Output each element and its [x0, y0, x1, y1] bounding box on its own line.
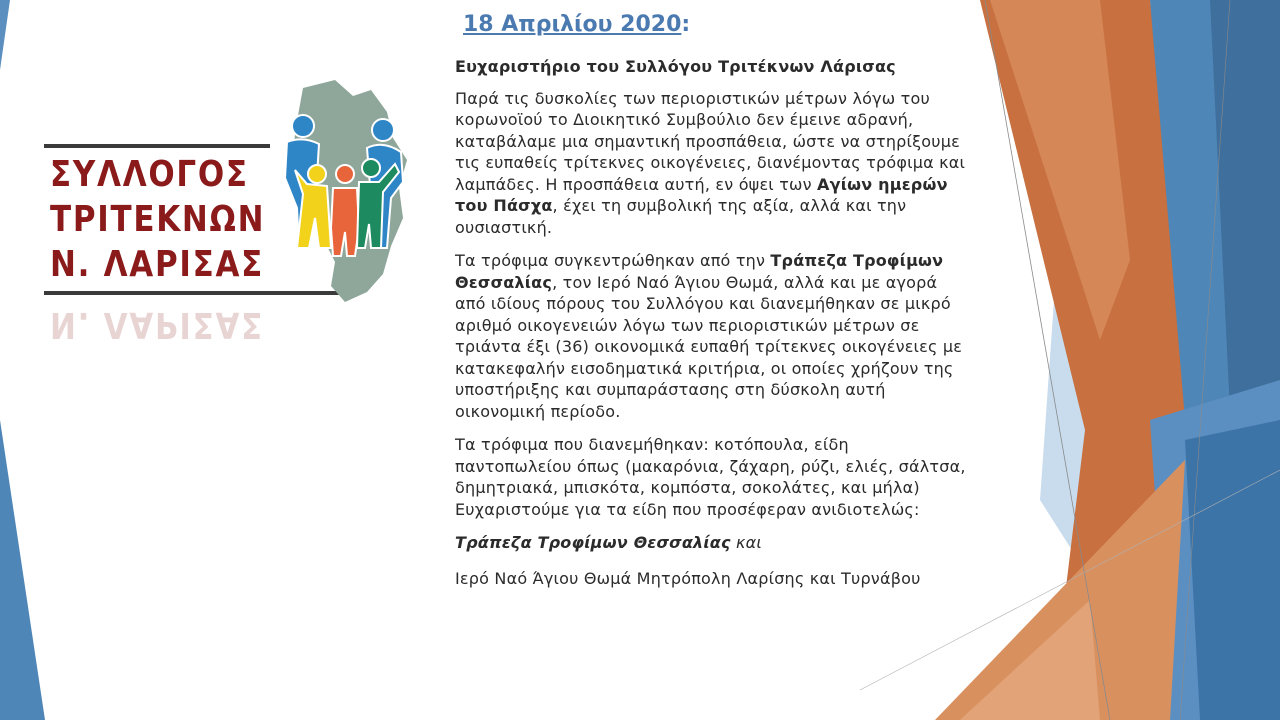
title-date: 18 Απριλίου 2020 [463, 12, 682, 37]
child-orange-head [336, 165, 354, 183]
logo-text-line-1: ΣΥΛΛΟΓΟΣ [50, 154, 249, 195]
sponsor-1-suffix: και [730, 533, 762, 552]
paragraph-2-text-c: , τον Ιερό Ναό Άγιου Θωμά, αλλά και με αγορά από ιδίους πόρους του Συλλόγου και διανεμήθηκαν σε μικρό αριθμό οικογενειών λόγω των περιοριστικών μέτρων σε τριάντα έξι (36) οικονομικά ευπαθή τρίτεκνες οικογένειες με κατακεφαλήν εισοδηματικά κριτήρια, οι οποίες χρήζουν της υποστήριξης και συμπαράστασης στη δύσκολη αυτή οικονομική περίοδο. [455, 272, 963, 421]
parent-left-head [292, 115, 314, 137]
paragraph-3: Τα τρόφιμα που διανεμήθηκαν: κοτόπουλα, είδη παντοπωλείου όπως (μακαρόνια, ζάχαρη, ρύζι, ελιές, σάλτσα, δημητριακά, μπισκότα, κομπόστα, σοκολάτες, και μήλα) Ευχαριστούμε για τα είδη που προσέφεραν ανιδιοτελώς: [455, 435, 966, 519]
paragraph-1-emphasis: Αγίων ημερών του Πάσχα [455, 174, 948, 215]
child-yellow-head [308, 165, 326, 183]
paragraph-1-text-a: Παρά τις δυσκολίες των περιοριστικών μέτρων λόγω του κορωνοϊού το Διοικητικό Συμβούλιο δεν έμεινε αδρανή, καταβάλαμε μια σημαντική προσπάθεια, ώστε να στηρίξουμε τις ευπαθείς τρίτεκνες οικογένειες, διανέμοντας τρόφιμα και λαμπάδες. Η προσπάθεια αυτή, εν όψει των [455, 88, 966, 194]
paragraph-2 [455, 250, 970, 422]
page-title [463, 12, 690, 37]
article-body [455, 56, 970, 601]
left-blue-sliver-bottom [0, 420, 45, 720]
sponsor-line-2: Ιερό Ναό Άγιου Θωμά Μητρόπολη Λαρίσης και Τυρνάβου [455, 568, 921, 588]
logo-rule-top [44, 144, 270, 148]
logo-text-reflection: Ν. ΛΑΡΙΣΑΣ [50, 304, 265, 345]
article-heading: Ευχαριστήριο του Συλλόγου Τριτέκνων Λάρισας [455, 57, 896, 76]
sponsor-1-name: Τράπεζα Τροφίμων Θεσσαλίας [455, 533, 731, 552]
paragraph-1-text-c: , έχει τη συμβολική της αξία, αλλά και την ουσιαστική. [455, 196, 907, 237]
paragraph-2-emphasis: Τράπεζα Τροφίμων Θεσσαλίας [455, 251, 944, 292]
title-colon: : [681, 12, 691, 37]
right-blue-triangle-deep [1185, 420, 1280, 720]
paragraph-1 [455, 88, 970, 239]
logo-text-line-3: Ν. ΛΑΡΙΣΑΣ [50, 244, 265, 285]
bottom-orange-wedge-light [960, 600, 1100, 720]
paragraph-2-text-a: Τα τρόφιμα συγκεντρώθηκαν από την [455, 251, 771, 270]
sponsor-line-1 [455, 532, 970, 554]
family-map-icon [275, 78, 415, 308]
logo-text-line-2: ΤΡΙΤΕΚΝΩΝ [50, 199, 266, 240]
child-green-head [362, 159, 380, 177]
left-blue-sliver-top [0, 0, 10, 70]
parent-right-head [372, 119, 394, 141]
association-logo [40, 78, 420, 378]
